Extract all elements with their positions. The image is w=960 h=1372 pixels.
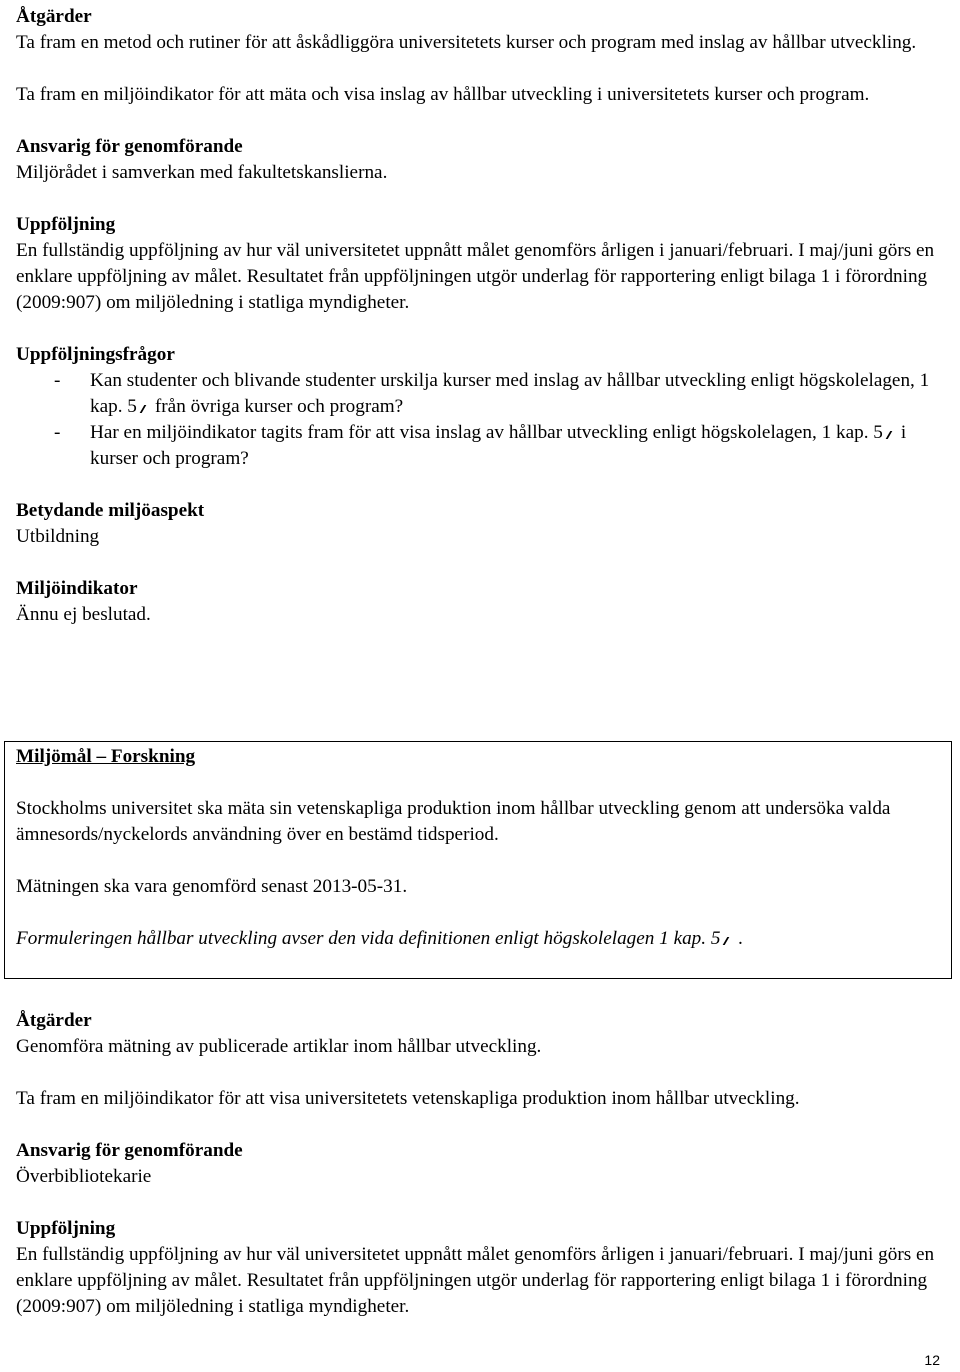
list-item xyxy=(16,420,956,472)
responsible-heading: Ansvarig för genomförande xyxy=(16,136,243,157)
goal-text: Stockholms universitet ska mäta sin vetenskapliga produktion inom hållbar utveckling genom att undersöka valda ämnesords/nyckelords användning över en bestämd tidsperiod. xyxy=(16,798,891,845)
actions-heading: Åtgärder xyxy=(16,6,92,27)
list-item xyxy=(16,368,956,420)
section-sign-icon xyxy=(140,405,153,413)
question-text-end: från övriga kurser och program? xyxy=(154,396,404,417)
goal-box xyxy=(4,741,952,979)
responsible-text: Miljörådet i samverkan med fakultetskanslierna. xyxy=(16,162,388,183)
section-sign-icon xyxy=(886,431,899,439)
action-item: Ta fram en metod och rutiner för att åskådliggöra universitetets kurser och program med inslag av hållbar utveckling. xyxy=(16,32,917,53)
actions-heading: Åtgärder xyxy=(16,1010,92,1031)
responsible-text: Överbibliotekarie xyxy=(16,1166,152,1187)
question-text: Kan studenter och blivande studenter urskilja kurser med inslag av hållbar utveckling enligt högskolelagen, 1 kap. 5 xyxy=(90,370,930,417)
section-two xyxy=(16,1008,956,1320)
goal-note xyxy=(16,926,940,952)
action-item: Genomföra mätning av publicerade artiklar inom hållbar utveckling. xyxy=(16,1036,542,1057)
question-text-end: i kurser och program? xyxy=(90,422,907,469)
aspect-text: Utbildning xyxy=(16,526,100,547)
indicator-heading: Miljöindikator xyxy=(16,578,138,599)
section-sign-icon xyxy=(723,937,736,945)
followup-text: En fullständig uppföljning av hur väl universitetet uppnått målet genomförs årligen i januari/februari. I maj/juni görs en enklare uppföljning av målet. Resultatet från uppföljningen utgör underlag för rapportering enligt bilaga 1 i förordning (2009:907) om miljöledning i statliga myndigheter. xyxy=(16,1244,935,1317)
followup-text: En fullständig uppföljning av hur väl universitetet uppnått målet genomförs årligen i januari/februari. I maj/juni görs en enklare uppföljning av målet. Resultatet från uppföljningen utgör underlag för rapportering enligt bilaga 1 i förordning (2009:907) om miljöledning i statliga myndigheter. xyxy=(16,240,935,313)
goal-deadline: Mätningen ska vara genomförd senast 2013-05-31. xyxy=(16,876,408,897)
questions-list xyxy=(16,368,956,472)
responsible-heading: Ansvarig för genomförande xyxy=(16,1140,243,1161)
action-item: Ta fram en miljöindikator för att visa universitetets vetenskapliga produktion inom hållbar utveckling. xyxy=(16,1088,800,1109)
page-number: 12 xyxy=(924,1352,940,1368)
section-one xyxy=(16,4,956,628)
list-dash: - xyxy=(54,422,61,443)
action-item: Ta fram en miljöindikator för att mäta och visa inslag av hållbar utveckling i universitetets kurser och program. xyxy=(16,84,870,105)
aspect-heading: Betydande miljöaspekt xyxy=(16,500,205,521)
goal-title: Miljömål – Forskning xyxy=(16,746,196,767)
goal-note-text: Formuleringen hållbar utveckling avser den vida definitionen enligt högskolelagen 1 kap. 5 xyxy=(16,928,721,949)
question-text: Har en miljöindikator tagits fram för att visa inslag av hållbar utveckling enligt högskolelagen, 1 kap. 5 xyxy=(90,422,883,443)
questions-heading: Uppföljningsfrågor xyxy=(16,344,175,365)
goal-note-end: . xyxy=(738,928,744,949)
list-dash: - xyxy=(54,370,61,391)
followup-heading: Uppföljning xyxy=(16,1218,116,1239)
followup-heading: Uppföljning xyxy=(16,214,116,235)
indicator-text: Ännu ej beslutad. xyxy=(16,604,151,625)
